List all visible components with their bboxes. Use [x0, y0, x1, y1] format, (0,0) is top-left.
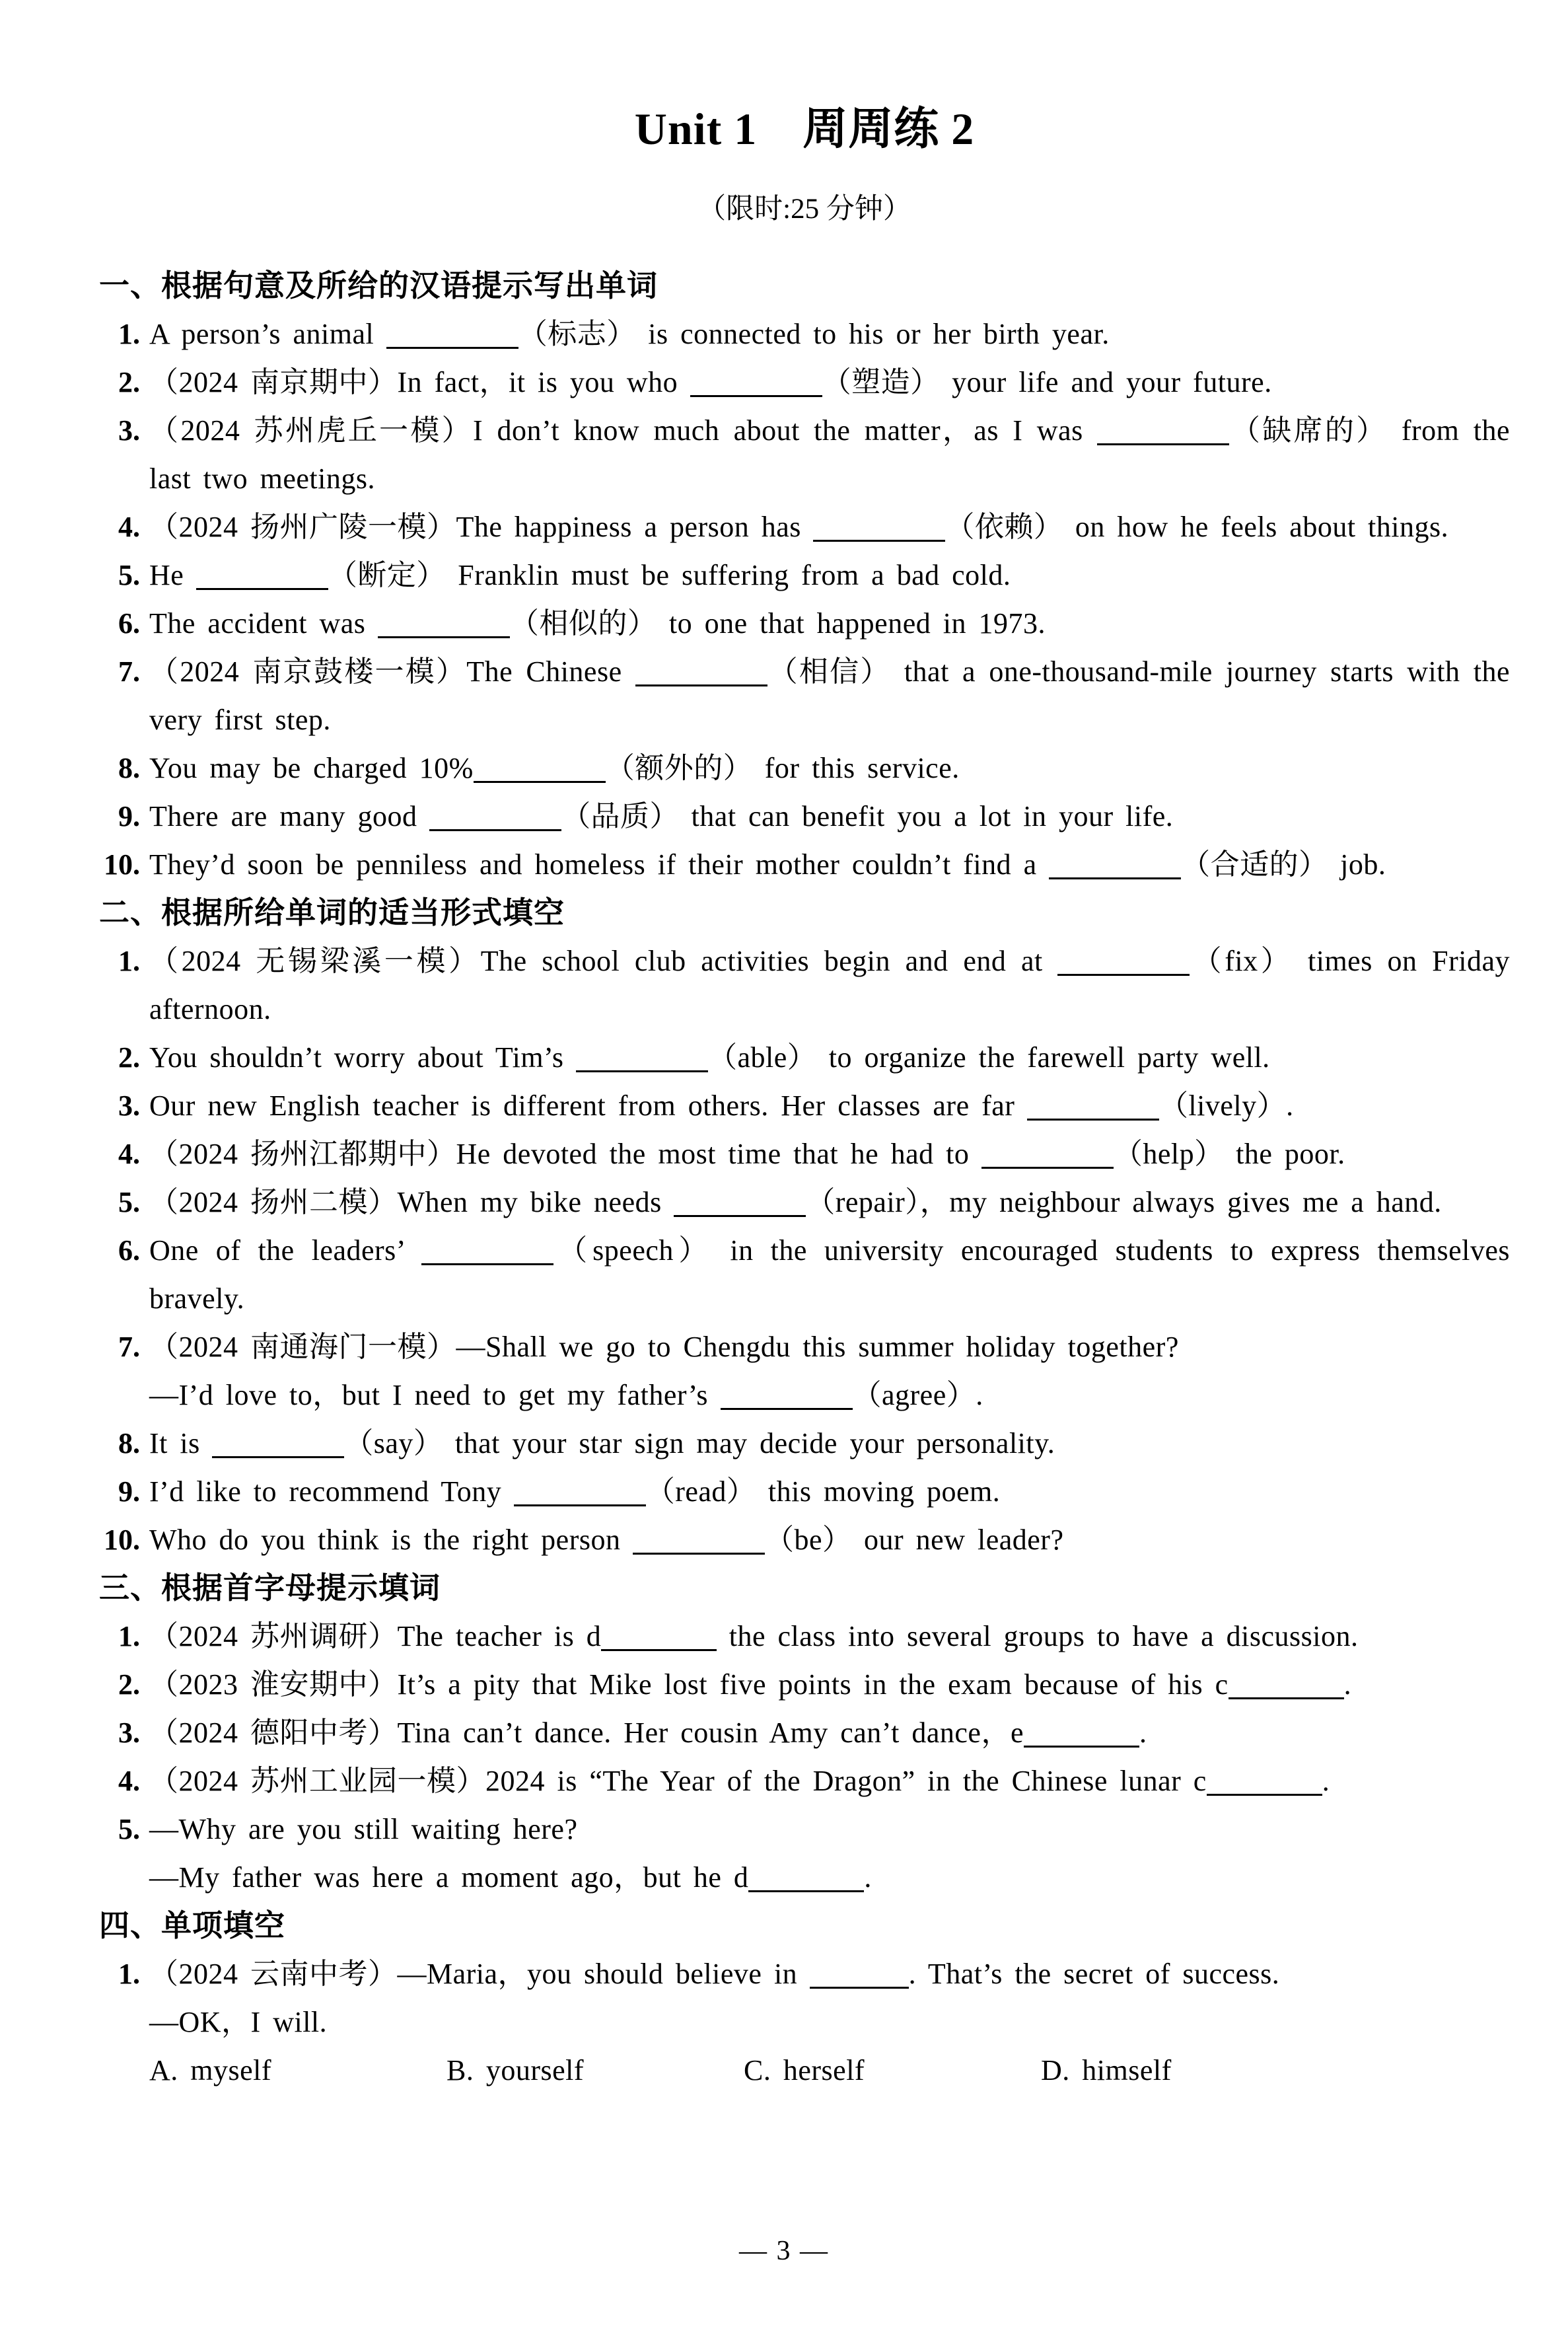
text-segment: （2024 云南中考）—Maria，you should believe in: [149, 1957, 810, 1990]
item-body: [149, 1467, 1510, 1516]
item-line: [149, 1709, 1510, 1757]
item-number: 9.: [118, 799, 140, 832]
text-segment: The accident was: [149, 607, 378, 640]
item-number: 5.: [118, 558, 140, 591]
exercise-item: [99, 792, 1510, 840]
fill-in-blank: [690, 370, 822, 397]
text-segment: I’d like to recommend Tony: [149, 1475, 514, 1508]
exercise-item: [99, 1660, 1510, 1709]
exercise-item: [99, 1805, 1510, 1901]
item-number: 8.: [118, 1426, 140, 1459]
item-number: 9.: [118, 1475, 140, 1508]
options-row: [149, 2046, 1510, 2094]
text-segment: （相信） that a one-thousand-mile journey starts with the very first step.: [149, 655, 1510, 736]
exercise-section: [99, 889, 1510, 1564]
fill-in-blank: [1207, 1769, 1322, 1796]
item-line: [149, 406, 1510, 503]
item-line: [149, 1516, 1510, 1564]
text-segment: —I’d love to，but I need to get my father’s: [149, 1378, 721, 1411]
text-segment: It is: [149, 1426, 213, 1459]
item-body: [149, 551, 1510, 599]
item-line: [149, 1467, 1510, 1516]
exercise-item: [99, 1033, 1510, 1082]
text-segment: （依赖） on how he feels about things.: [945, 510, 1449, 543]
text-segment: （2024 苏州工业园一模）2024 is “The Year of the Dragon” in the Chinese lunar c: [149, 1764, 1207, 1797]
text-segment: （2024 德阳中考）Tina can’t dance. Her cousin Amy can’t dance，e: [149, 1716, 1024, 1749]
item-body: [149, 1757, 1510, 1805]
exercise-item: [99, 1757, 1510, 1805]
item-line: [149, 1998, 1510, 2046]
text-segment: （2024 南京鼓楼一模）The Chinese: [149, 655, 635, 688]
text-segment: . That’s the secret of success.: [908, 1957, 1280, 1990]
text-segment: .: [1343, 1668, 1352, 1701]
exercise-item: [99, 744, 1510, 792]
item-line: [149, 599, 1510, 647]
fill-in-blank: [196, 563, 328, 590]
fill-in-blank: [421, 1238, 553, 1265]
fill-in-blank: [810, 1962, 909, 1989]
page-number: — 3 —: [739, 2236, 829, 2266]
text-segment: Who do you think is the right person: [149, 1523, 633, 1556]
exercise-item: [99, 1226, 1510, 1323]
text-segment: （read） this moving poem.: [645, 1475, 1001, 1508]
item-number: 2.: [118, 1041, 140, 1074]
text-segment: They’d soon be penniless and homeless if their mother couldn’t find a: [149, 848, 1050, 881]
text-segment: （相似的） to one that happened in 1973.: [509, 607, 1046, 640]
item-line: [149, 647, 1510, 744]
sections: [99, 262, 1510, 2094]
item-line: [149, 1419, 1510, 1467]
exercise-item: [99, 1516, 1510, 1564]
exercise-section: [99, 1564, 1510, 1901]
item-number: 8.: [118, 751, 140, 784]
fill-in-blank: [386, 322, 518, 349]
exercise-item: [99, 310, 1510, 358]
exercise-item: [99, 551, 1510, 599]
text-segment: （额外的） for this service.: [605, 751, 960, 784]
text-segment: —OK，I will.: [149, 2005, 328, 2038]
exercise-item: [99, 503, 1510, 551]
exercise-item: [99, 599, 1510, 647]
item-body: [149, 647, 1510, 744]
text-segment: （say） that your star sign may decide your personality.: [344, 1426, 1055, 1459]
item-number: 3.: [118, 1089, 140, 1122]
item-body: [149, 1226, 1510, 1323]
item-body: [149, 840, 1510, 889]
fill-in-blank: [1024, 1720, 1139, 1748]
item-line: [149, 840, 1510, 889]
text-segment: .: [1139, 1716, 1147, 1749]
item-body: [149, 1082, 1510, 1130]
text-segment: （able） to organize the farewell party well.: [707, 1041, 1270, 1074]
exercise-section: [99, 1901, 1510, 2094]
item-line: [149, 1082, 1510, 1130]
item-number: 1.: [118, 944, 140, 977]
item-line: [149, 1226, 1510, 1323]
fill-in-blank: [1229, 1672, 1344, 1699]
text-segment: （缺席的） from the last two meetings.: [149, 414, 1510, 495]
fill-in-blank: [1097, 418, 1229, 445]
text-segment: （2024 扬州二模）When my bike needs: [149, 1185, 674, 1218]
item-number: 3.: [118, 414, 140, 447]
exercise-item: [99, 358, 1510, 406]
item-number: 1.: [118, 1619, 140, 1652]
option-letter: B.: [446, 2053, 486, 2086]
item-line: [149, 1805, 1510, 1853]
text-segment: （repair），my neighbour always gives me a hand.: [806, 1185, 1442, 1218]
text-segment: A person’s animal: [149, 317, 386, 350]
item-body: [149, 1419, 1510, 1467]
exercise-item: [99, 1082, 1510, 1130]
item-body: [149, 1805, 1510, 1901]
item-body: [149, 599, 1510, 647]
item-line: [149, 744, 1510, 792]
text-segment: （2024 南通海门一模）—Shall we go to Chengdu this summer holiday together?: [149, 1330, 1179, 1363]
section-heading: 二、根据所给单词的适当形式填空: [99, 895, 565, 930]
item-line: [149, 1853, 1510, 1901]
item-number: 4.: [118, 510, 140, 543]
exercise-item: [99, 937, 1510, 1033]
exercise-item: [99, 647, 1510, 744]
text-segment: （塑造） your life and your future.: [822, 365, 1272, 398]
text-segment: （合适的） job.: [1181, 848, 1386, 881]
fill-in-blank: [429, 804, 561, 831]
text-segment: （be） our new leader?: [765, 1523, 1064, 1556]
option-text: herself: [783, 2053, 865, 2086]
item-line: [149, 1130, 1510, 1178]
item-body: [149, 1323, 1510, 1419]
time-limit: （限时:25 分钟）: [697, 193, 911, 225]
text-segment: —My father was here a moment ago，but he d: [149, 1861, 749, 1894]
item-number: 6.: [118, 607, 140, 640]
item-body: [149, 1033, 1510, 1082]
exercise-item: [99, 840, 1510, 889]
option-text: himself: [1082, 2053, 1172, 2086]
section-heading: 三、根据首字母提示填词: [99, 1570, 441, 1605]
text-segment: （2024 扬州广陵一模）The happiness a person has: [149, 510, 814, 543]
item-number: 7.: [118, 1330, 140, 1363]
item-line: [149, 1660, 1510, 1709]
exercise-item: [99, 1950, 1510, 2094]
fill-in-blank: [514, 1479, 646, 1506]
page-title: Unit 1 周周练 2: [634, 104, 975, 154]
option-text: yourself: [485, 2053, 585, 2086]
item-number: 2.: [118, 365, 140, 398]
exercise-section: [99, 262, 1510, 889]
item-line: [149, 1371, 1510, 1419]
section-heading: 一、根据句意及所给的汉语提示写出单词: [99, 268, 658, 303]
item-number: 1.: [118, 1957, 140, 1990]
fill-in-blank: [1049, 852, 1181, 879]
fill-in-blank: [813, 515, 945, 542]
item-number: 4.: [118, 1137, 140, 1170]
item-body: [149, 1178, 1510, 1226]
text-segment: （2024 苏州虎丘一模）I don’t know much about the matter，as I was: [149, 414, 1098, 447]
item-number: 2.: [118, 1668, 140, 1701]
text-segment: .: [1322, 1764, 1330, 1797]
item-line: [149, 792, 1510, 840]
item-body: [149, 1950, 1510, 2094]
item-body: [149, 792, 1510, 840]
text-segment: （speech） in the university encouraged students to express themselves bravely.: [149, 1234, 1511, 1315]
item-line: [149, 551, 1510, 599]
item-body: [149, 1516, 1510, 1564]
text-segment: —Why are you still waiting here?: [149, 1812, 578, 1845]
answer-option: [1041, 2046, 1172, 2094]
text-segment: You may be charged 10%: [149, 751, 474, 784]
fill-in-blank: [635, 659, 767, 686]
fill-in-blank: [674, 1190, 806, 1217]
item-body: [149, 358, 1510, 406]
exercise-item: [99, 1709, 1510, 1757]
item-line: [149, 1757, 1510, 1805]
text-segment: One of the leaders’: [149, 1234, 421, 1267]
text-segment: There are many good: [149, 799, 430, 832]
item-body: [149, 406, 1510, 503]
item-line: [149, 1178, 1510, 1226]
section-heading: 四、单项填空: [99, 1907, 285, 1942]
exercise-item: [99, 1130, 1510, 1178]
option-text: myself: [190, 2053, 272, 2086]
item-body: [149, 1660, 1510, 1709]
item-body: [149, 744, 1510, 792]
text-segment: （断定） Franklin must be suffering from a bad cold.: [328, 558, 1011, 591]
option-letter: A.: [149, 2053, 191, 2086]
text-segment: （lively）.: [1158, 1089, 1294, 1122]
exercise-item: [99, 1612, 1510, 1660]
fill-in-blank: [576, 1045, 708, 1072]
fill-in-blank: [1057, 949, 1190, 976]
text-segment: .: [864, 1861, 872, 1894]
fill-in-blank: [633, 1528, 765, 1555]
text-segment: （2024 苏州调研）The teacher is d: [149, 1619, 602, 1652]
fill-in-blank: [1027, 1093, 1159, 1121]
item-number: 5.: [118, 1812, 140, 1845]
item-line: [149, 1323, 1510, 1371]
answer-option: [149, 2046, 446, 2094]
text-segment: （2024 南京期中）In fact，it is you who: [149, 365, 690, 398]
fill-in-blank: [378, 611, 510, 638]
text-segment: （2023 淮安期中）It’s a pity that Mike lost five points in the exam because of his c: [149, 1668, 1229, 1701]
exercise-item: [99, 1467, 1510, 1516]
item-body: [149, 1709, 1510, 1757]
text-segment: （fix） times on Friday afternoon.: [149, 944, 1510, 1025]
item-line: [149, 310, 1510, 358]
item-number: 1.: [118, 317, 140, 350]
fill-in-blank: [981, 1142, 1114, 1169]
item-number: 5.: [118, 1185, 140, 1218]
item-body: [149, 937, 1510, 1033]
exercise-item: [99, 1178, 1510, 1226]
item-line: [149, 1033, 1510, 1082]
text-segment: Our new English teacher is different from others. Her classes are far: [149, 1089, 1027, 1122]
option-letter: D.: [1041, 2053, 1083, 2086]
text-segment: （help） the poor.: [1113, 1137, 1345, 1170]
item-body: [149, 1130, 1510, 1178]
item-number: 10.: [104, 848, 140, 881]
text-segment: （2024 扬州江都期中）He devoted the most time that he had to: [149, 1137, 981, 1170]
item-line: [149, 1950, 1510, 1998]
text-segment: （2024 无锡梁溪一模）The school club activities begin and end at: [149, 944, 1058, 977]
text-segment: He: [149, 558, 196, 591]
option-letter: C.: [744, 2053, 783, 2086]
answer-option: [744, 2046, 1041, 2094]
item-line: [149, 358, 1510, 406]
fill-in-blank: [748, 1865, 864, 1892]
item-body: [149, 310, 1510, 358]
item-number: 7.: [118, 655, 140, 688]
item-number: 6.: [118, 1234, 140, 1267]
exercise-item: [99, 1419, 1510, 1467]
text-segment: （agree）.: [852, 1378, 983, 1411]
exercise-item: [99, 1323, 1510, 1419]
fill-in-blank: [212, 1431, 344, 1458]
item-body: [149, 1612, 1510, 1660]
answer-option: [446, 2046, 744, 2094]
fill-in-blank: [721, 1383, 853, 1410]
exercise-item: [99, 406, 1510, 503]
text-segment: （品质） that can benefit you a lot in your life.: [561, 799, 1174, 832]
item-line: [149, 1612, 1510, 1660]
text-segment: the class into several groups to have a discussion.: [717, 1619, 1359, 1652]
item-number: 10.: [104, 1523, 140, 1556]
item-body: [149, 503, 1510, 551]
item-line: [149, 503, 1510, 551]
text-segment: You shouldn’t worry about Tim’s: [149, 1041, 576, 1074]
item-number: 4.: [118, 1764, 140, 1797]
fill-in-blank: [474, 756, 606, 783]
text-segment: （标志） is connected to his or her birth year.: [518, 317, 1110, 350]
item-number: 3.: [118, 1716, 140, 1749]
item-line: [149, 937, 1510, 1033]
fill-in-blank: [601, 1624, 717, 1651]
